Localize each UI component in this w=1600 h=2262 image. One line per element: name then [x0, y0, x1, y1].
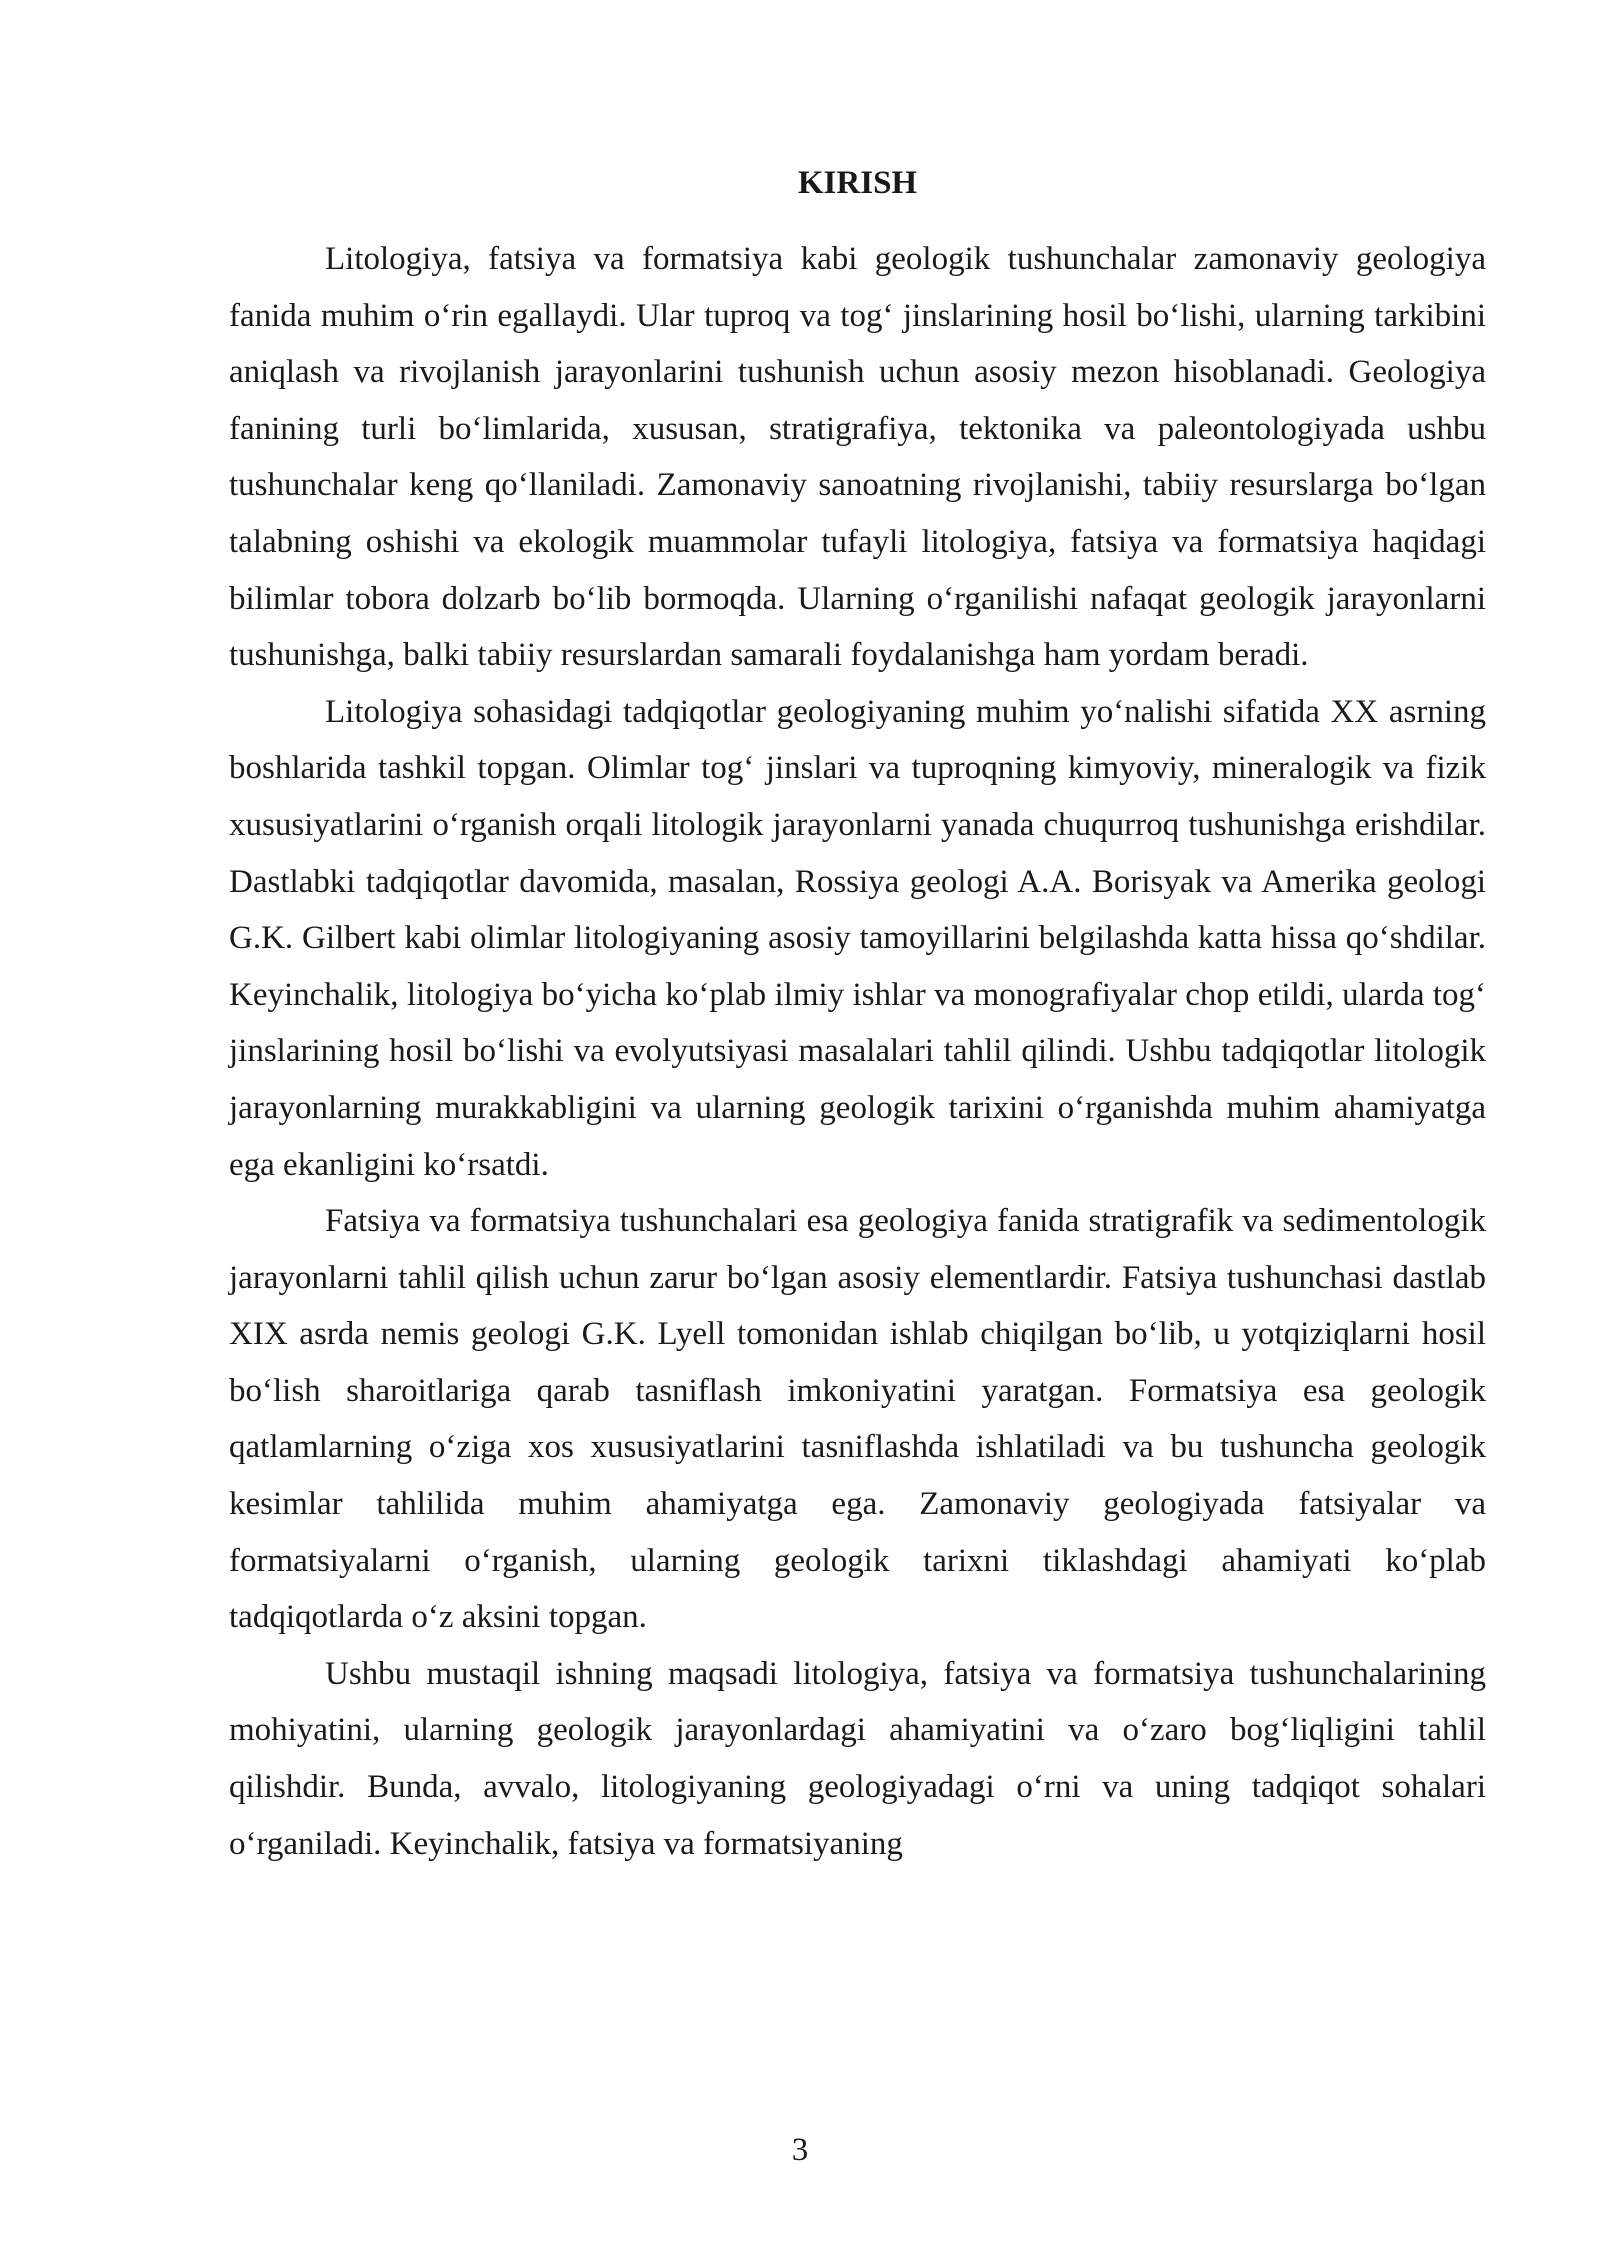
section-title: KIRISH: [797, 165, 918, 201]
paragraph-1: Litologiya, fatsiya va formatsiya kabi geologik tushunchalar zamonaviy geologiya fanida muhim o‘rin egallaydi. Ular tuproq va tog‘ jinslarining hosil bo‘lishi, ularning tarkibini aniqlash va rivojlanish jarayonlarini tushunish uchun asosiy mezon hisoblanadi. Geologiya fanining turli bo‘limlarida, xususan, stratigrafiya, tektonika va paleontologiyada ushbu tushunchalar keng qo‘llaniladi. Zamonaviy sanoatning rivojlanishi, tabiiy resurslarga bo‘lgan talabning oshishi va ekologik muammolar tufayli litologiya, fatsiya va formatsiya haqidagi bilimlar tobora dolzarb bo‘lib bormoqda. Ularning o‘rganilishi nafaqat geologik jarayonlarni tushunishga, balki tabiiy resurslardan samarali foydalanishga ham yordam beradi.: [229, 241, 1486, 674]
paragraph-4: Ushbu mustaqil ishning maqsadi litologiya, fatsiya va formatsiya tushunchalarining mohiyatini, ularning geologik jarayonlardagi ahamiyatini va o‘zaro bog‘liqligini tahlil qilishdir. Bunda, avvalo, litologiyaning geologiyadagi o‘rni va uning tadqiqot sohalari o‘rganiladi. Keyinchalik, fatsiya va formatsiyaning: [229, 1655, 1486, 1862]
paragraph-2: Litologiya sohasidagi tadqiqotlar geologiyaning muhim yo‘nalishi sifatida XX asrning boshlarida tashkil topgan. Olimlar tog‘ jinslari va tuproqning kimyoviy, mineralogik va fizik xususiyatlarini o‘rganish orqali litologik jarayonlarni yanada chuqurroq tushunishga erishdilar. Dastlabki tadqiqotlar davomida, masalan, Rossiya geologi A.A. Borisyak va Amerika geologi G.K. Gilbert kabi olimlar litologiyaning asosiy tamoyillarini belgilashda katta hissa qo‘shdilar. Keyinchalik, litologiya bo‘yicha ko‘plab ilmiy ishlar va monografiyalar chop etildi, ularda tog‘ jinslarining hosil bo‘lishi va evolyutsiyasi masalalari tahlil qilindi. Ushbu tadqiqotlar litologik jarayonlarning murakkabligini va ularning geologik tarixini o‘rganishda muhim ahamiyatga ega ekanligini ko‘rsatdi.: [229, 693, 1486, 1183]
document-page: [229, 155, 1486, 1872]
page-number: 3: [791, 2132, 809, 2168]
paragraph-3: Fatsiya va formatsiya tushunchalari esa geologiya fanida stratigrafik va sedimentologik jarayonlarni tahlil qilish uchun zarur bo‘lgan asosiy elementlardir. Fatsiya tushunchasi dastlab XIX asrda nemis geologi G.K. Lyell tomonidan ishlab chiqilgan bo‘lib, u yotqiziqlarni hosil bo‘lish sharoitlariga qarab tasniflash imkoniyatini yaratgan. Formatsiya esa geologik qatlamlarning o‘ziga xos xususiyatlarini tasniflashda ishlatiladi va bu tushuncha geologik kesimlar tahlilida muhim ahamiyatga ega. Zamonaviy geologiyada fatsiyalar va formatsiyalarni o‘rganish, ularning geologik tarixni tiklashdagi ahamiyati ko‘plab tadqiqotlarda o‘z aksini topgan.: [229, 1203, 1486, 1636]
